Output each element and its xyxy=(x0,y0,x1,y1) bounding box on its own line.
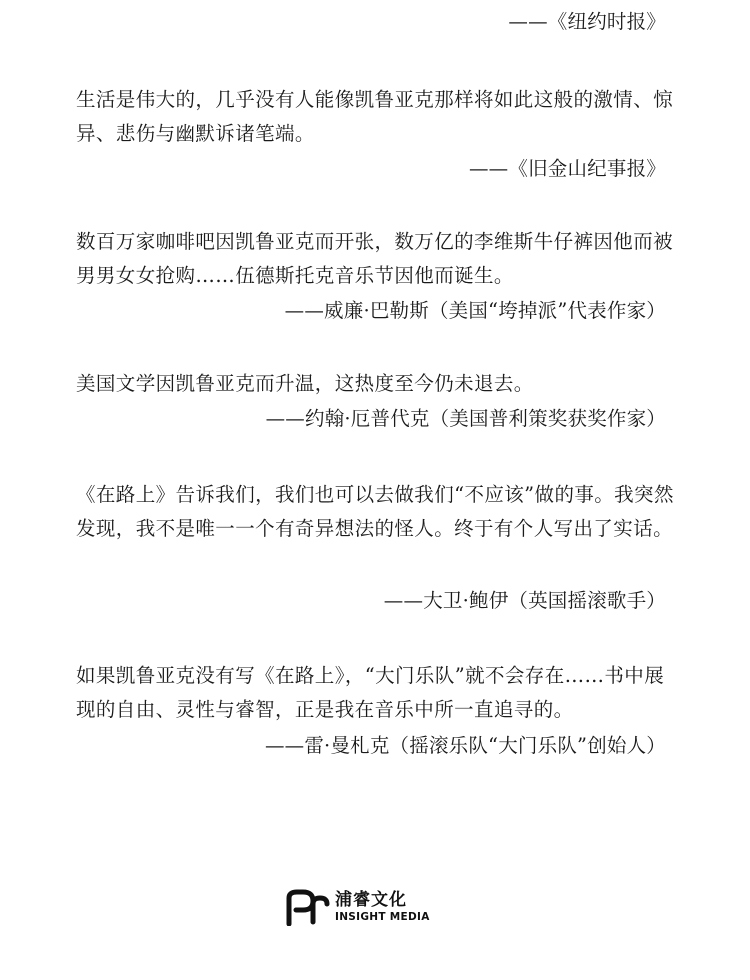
quote-text-bowie: 《在路上》告诉我们，我们也可以去做我们“不应该”做的事。我突然发现，我不是唯一一个有奇异想法的怪人。终于有个人写出了实话。 xyxy=(76,483,674,540)
insight-media-logo-icon xyxy=(283,888,331,926)
publisher-logo xyxy=(283,886,430,928)
attribution-bowie: ——大卫·鲍伊（英国摇滚歌手） xyxy=(383,589,666,612)
attribution-burroughs: ——威廉·巴勒斯（美国“垮掉派”代表作家） xyxy=(284,299,666,322)
logo-english-name: INSIGHT MEDIA xyxy=(335,911,430,923)
attribution-sf-chronicle: ——《旧金山纪事报》 xyxy=(468,157,666,180)
quote-text-sf-chronicle: 生活是伟大的，几乎没有人能像凯鲁亚克那样将如此这般的激情、惊异、悲伤与幽默诉诸笔端。 xyxy=(76,88,674,145)
attribution-manzarek: ——雷·曼札克（摇滚乐队“大门乐队”创始人） xyxy=(264,734,666,757)
quote-text-burroughs: 数百万家咖啡吧因凯鲁亚克而开张，数万亿的李维斯牛仔裤因他而被男男女女抢购……伍德斯托克音乐节因他而诞生。 xyxy=(76,230,674,287)
logo-chinese-name: 浦睿文化 xyxy=(335,890,407,910)
attribution-updike: ——约翰·厄普代克（美国普利策奖获奖作家） xyxy=(265,407,666,430)
attribution-nytimes: ——《纽约时报》 xyxy=(508,10,666,33)
quote-text-manzarek: 如果凯鲁亚克没有写《在路上》，“大门乐队”就不会存在……书中展现的自由、灵性与睿智，正是我在音乐中所一直追寻的。 xyxy=(76,664,665,721)
quote-text-updike: 美国文学因凯鲁亚克而升温，这热度至今仍未退去。 xyxy=(76,372,534,395)
